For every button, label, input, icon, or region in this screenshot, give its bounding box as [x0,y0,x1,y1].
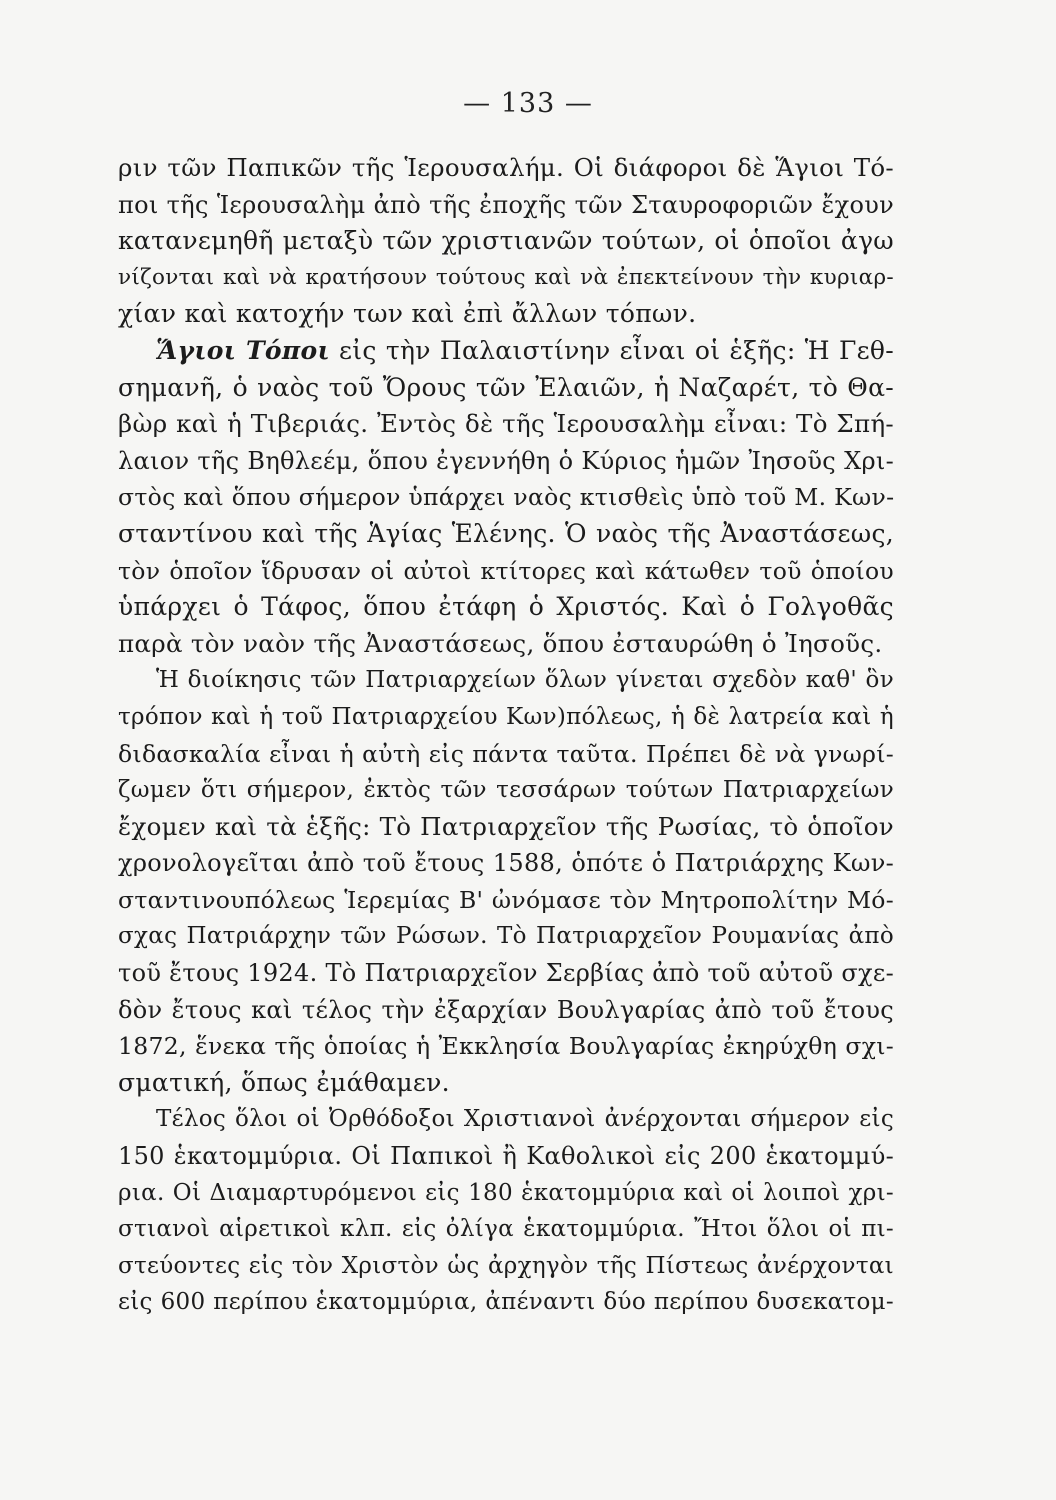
text-line: παρὰ τὸν ναὸν τῆς Ἀναστάσεως, ὅπου ἐσταυρώθη ὁ Ἰησοῦς. [118,628,883,658]
text-line: στὸς καὶ ὅπου σήμερον ὑπάρχει ναὸς κτισθεὶς ὑπὸ τοῦ Μ. Κων- [118,483,894,512]
text-line: χρονολογεῖται ἀπὸ τοῦ ἔτους 1588, ὁπότε ὁ Πατριάρχης Κων- [118,849,894,878]
text-line-with-heading [118,333,894,370]
text-line: σματική, ὅπως ἐμάθαμεν. [118,1067,450,1097]
text-line: ρια. Οἱ Διαμαρτυρόμενοι εἰς 180 ἑκατομμύρια καὶ οἱ λοιποὶ χρι- [118,1179,894,1206]
text-line: ριν τῶν Παπικῶν τῆς Ἱερουσαλήμ. Οἱ διάφοροι δὲ Ἅγιοι Τό- [118,153,894,182]
text-line: στιανοὶ αἱρετικοὶ κλπ. εἰς ὀλίγα ἑκατομμύρια. Ἤτοι ὅλοι οἱ πι- [118,1216,894,1243]
text-line: σταντίνου καὶ τῆς Ἁγίας Ἑλένης. Ὁ ναὸς τῆς Ἀναστάσεως, [118,518,894,548]
text-line: 1872, ἕνεκα τῆς ὁποίας ἡ Ἐκκλησία Βουλγαρίας ἐκηρύχθη σχι- [118,1032,894,1061]
text-line: δὸν ἔτους καὶ τέλος τὴν ἐξαρχίαν Βουλγαρίας ἀπὸ τοῦ ἔτους [118,995,894,1024]
text-line: εἰς 600 περίπου ἑκατομμύρια, ἀπέναντι δύο περίπου δυσεκατομ- [118,1289,894,1316]
page-number: — 133 — [463,88,593,119]
text-line: ὑπάρχει ὁ Τάφος, ὅπου ἐτάφη ὁ Χριστός. Καὶ ὁ Γολγοθᾶς [118,592,894,622]
text-line: σχας Πατριάρχην τῶν Ρώσων. Τὸ Πατριαρχεῖον Ρουμανίας ἀπὸ [118,923,894,950]
inline-heading: Ἅγιοι Τόποι [156,335,330,365]
text-line: σημανῆ, ὁ ναὸς τοῦ Ὄρους τῶν Ἐλαιῶν, ἡ Ναζαρέτ, τὸ Θα- [118,372,894,402]
text-line: τρόπον καὶ ἡ τοῦ Πατριαρχείου Κων)πόλεως, ἡ δὲ λατρεία καὶ ἡ [118,703,894,730]
text-line: βὼρ καὶ ἡ Τιβεριάς. Ἐντὸς δὲ τῆς Ἱερουσαλὴμ εἶναι: Τὸ Σπή- [118,409,894,439]
text-line: τοῦ ἔτους 1924. Τὸ Πατριαρχεῖον Σερβίας ἀπὸ τοῦ αὐτοῦ σχε- [118,959,894,988]
text-line: νίζονται καὶ νὰ κρατήσουν τούτους καὶ νὰ ἐπεκτείνουν τὴν κυριαρ- [118,264,894,290]
text-line: τὸν ὁποῖον ἵδρυσαν οἱ αὐτοὶ κτίτορες καὶ κάτωθεν τοῦ ὁποίου [118,556,894,585]
text-line: κατανεμηθῆ μεταξὺ τῶν χριστιανῶν τούτων, οἱ ὁποῖοι ἀγω [118,226,894,256]
text-line: χίαν καὶ κατοχήν των καὶ ἐπὶ ἄλλων τόπων. [118,299,697,329]
text-line: στεύοντες εἰς τὸν Χριστὸν ὡς ἀρχηγὸν τῆς Πίστεως ἀνέρχονται [118,1252,894,1279]
text-line: 150 ἑκατομμύρια. Οἱ Παπικοὶ ἢ Καθολικοὶ εἰς 200 ἑκατομμύ- [118,1142,894,1171]
text-line: ζωμεν ὅτι σήμερον, ἐκτὸς τῶν τεσσάρων τούτων Πατριαρχείων [118,777,894,804]
text-line-rest: εἰς τὴν Παλαιστίνην εἶναι οἱ ἑξῆς: Ἡ Γεθ- [329,335,894,365]
text-line: Τέλος ὅλοι οἱ Ὀρθόδοξοι Χριστιανοὶ ἀνέρχονται σήμερον εἰς [156,1106,894,1133]
text-line: λαιον τῆς Βηθλεέμ, ὅπου ἐγεννήθη ὁ Κύριος ἡμῶν Ἰησοῦς Χρι- [118,446,894,475]
text-line: ἔχομεν καὶ τὰ ἑξῆς: Τὸ Πατριαρχεῖον τῆς Ρωσίας, τὸ ὁποῖον [118,811,894,841]
text-line: διδασκαλία εἶναι ἡ αὐτὴ εἰς πάντα ταῦτα. Πρέπει δὲ νὰ γνωρί- [118,739,894,768]
text-line: σταντινουπόλεως Ἱερεμίας Β' ὠνόμασε τὸν Μητροπολίτην Μό- [118,885,894,914]
text-line: Ἡ διοίκησις τῶν Πατριαρχείων ὅλων γίνεται σχεδὸν καθ' ὃν [156,667,894,694]
text-line: ποι τῆς Ἱερουσαλὴμ ἀπὸ τῆς ἐποχῆς τῶν Σταυροφοριῶν ἔχουν [118,190,894,219]
body-text [118,150,894,1321]
